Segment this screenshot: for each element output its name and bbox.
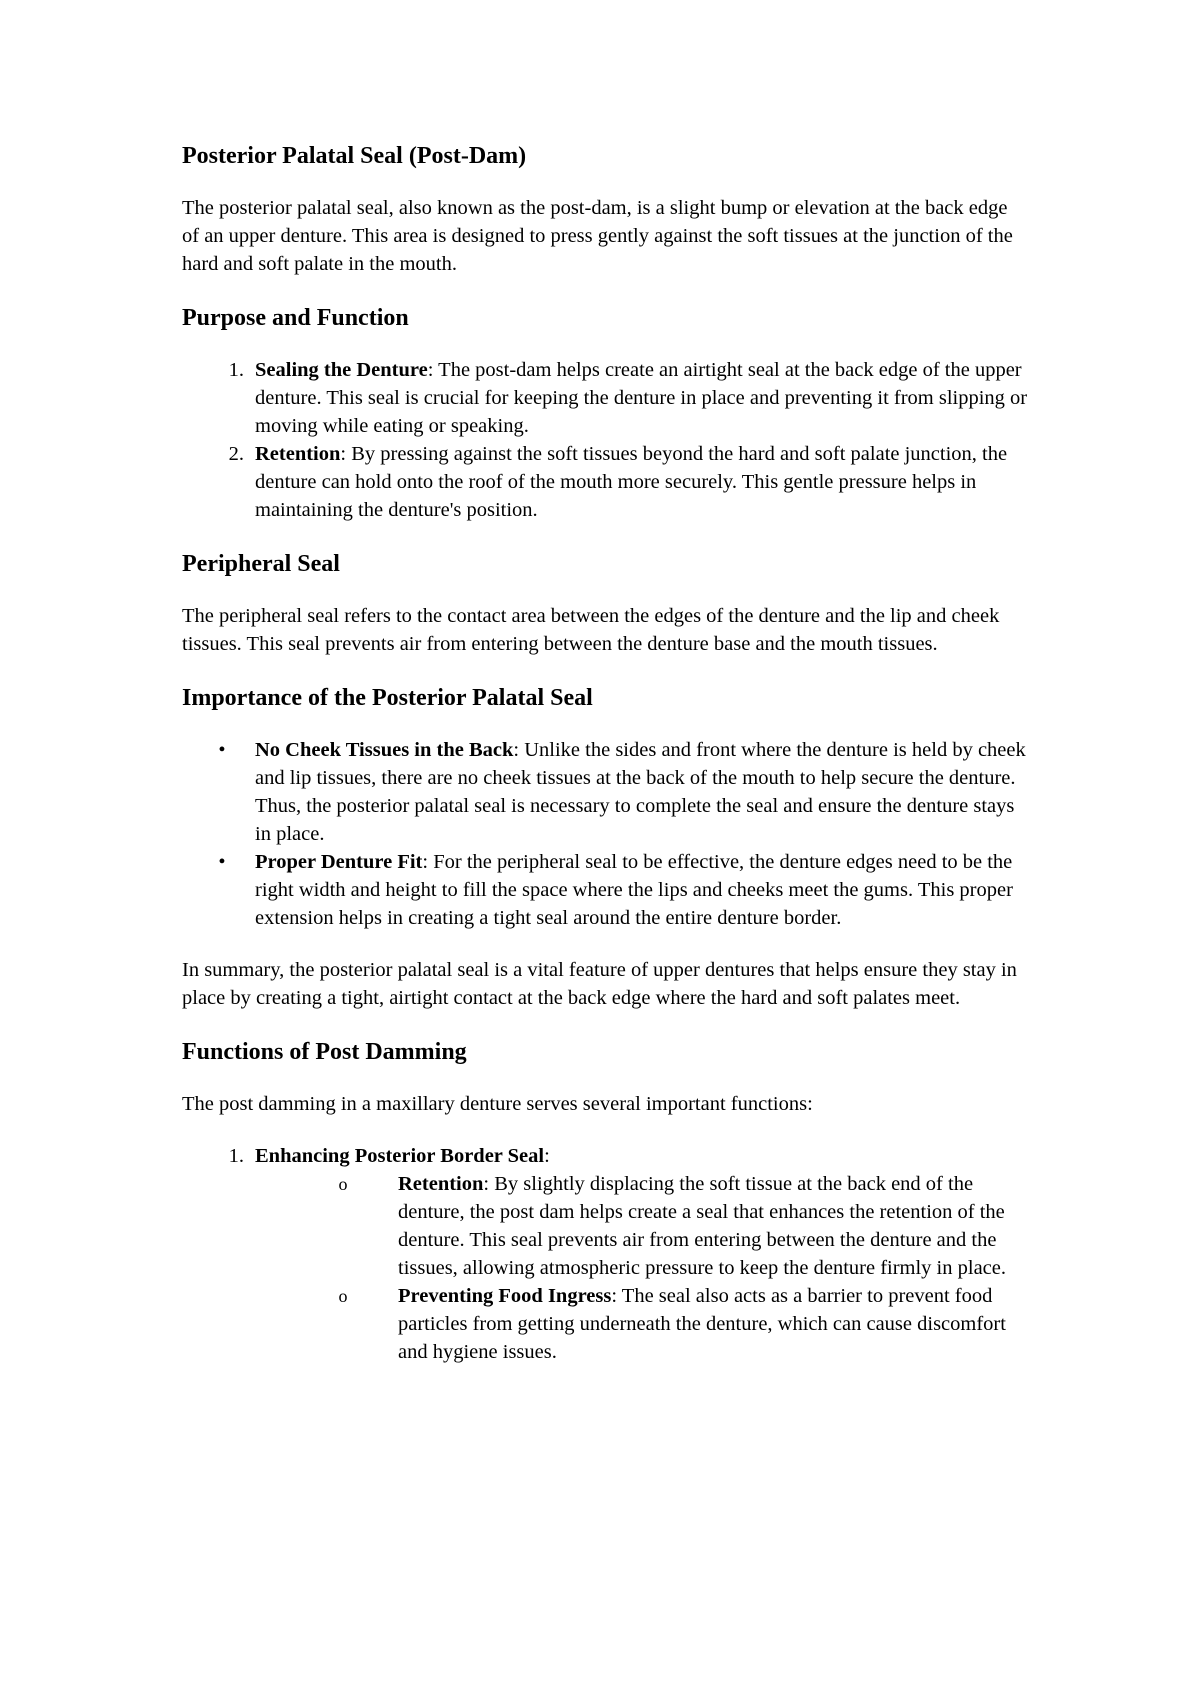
list-item (182, 1142, 1028, 1366)
sublist-item-text: : The seal also acts as a barrier to prevent food particles from getting underneath the denture, which can cause discomfort and hygiene issues. (398, 1285, 1006, 1363)
importance-list (182, 736, 1028, 932)
summary-paragraph: In summary, the posterior palatal seal is a vital feature of upper dentures that helps ensure they stay in place by creating a tight, airtight contact at the back edge where the hard and soft palates meet. (182, 959, 1017, 1009)
section-heading-peripheral: Peripheral Seal (182, 551, 340, 577)
list-marker: 1. (228, 1145, 244, 1167)
list-item (182, 356, 1028, 440)
sublist-item-text: : By slightly displacing the soft tissue at the back end of the denture, the post dam helps create a seal that enhances the retention of the denture. This seal prevents air from entering between the denture and the tissues, allowing atmospheric pressure to keep the denture firmly in place. (398, 1173, 1006, 1279)
list-marker: 1. (228, 359, 244, 381)
page-title: Posterior Palatal Seal (Post-Dam) (182, 143, 527, 169)
list-item-text: : (544, 1145, 550, 1167)
list-item-text: : For the peripheral seal to be effective, the denture edges need to be the right width and height to fill the space where the lips and cheeks meet the gums. This proper extension helps in creating a tight seal around the entire denture border. (255, 851, 1013, 929)
sublist-marker: o (338, 1286, 348, 1306)
sublist-item-term: Preventing Food Ingress (398, 1285, 612, 1307)
list-item-term: Proper Denture Fit (255, 851, 423, 873)
list-item (182, 736, 1028, 848)
list-item-text: : The post-dam helps create an airtight seal at the back edge of the upper denture. This seal is crucial for keeping the denture in place and preventing it from slipping or moving while eating or speaking. (255, 359, 1028, 437)
peripheral-paragraph: The peripheral seal refers to the contact area between the edges of the denture and the lip and cheek tissues. This seal prevents air from entering between the denture base and the mouth tissues. (182, 605, 1000, 655)
sublist-item (328, 1170, 1028, 1282)
document-page (182, 140, 1028, 1366)
list-item-term: Retention (255, 443, 341, 465)
intro-paragraph: The posterior palatal seal, also known as the post-dam, is a slight bump or elevation at the back edge of an upper denture. This area is designed to press gently against the soft tissues at the junction of the hard and soft palate in the mouth. (182, 197, 1013, 275)
list-item (182, 848, 1028, 932)
section-heading-purpose: Purpose and Function (182, 305, 409, 331)
list-item-term: Enhancing Posterior Border Seal (255, 1145, 545, 1167)
sublist-marker: o (338, 1174, 348, 1194)
list-marker: 2. (228, 443, 244, 465)
functions-sublist (328, 1170, 1028, 1366)
sublist-item-term: Retention (398, 1173, 484, 1195)
section-heading-functions: Functions of Post Damming (182, 1039, 467, 1065)
list-item-term: No Cheek Tissues in the Back (255, 739, 514, 761)
list-item-text: : Unlike the sides and front where the denture is held by cheek and lip tissues, there are no cheek tissues at the back of the mouth to help secure the denture. Thus, the posterior palatal seal is necessary to complete the seal and ensure the denture stays in place. (255, 739, 1026, 845)
functions-intro: The post damming in a maxillary denture serves several important functions: (182, 1093, 813, 1115)
list-item-text: : By pressing against the soft tissues beyond the hard and soft palate junction, the denture can hold onto the roof of the mouth more securely. This gentle pressure helps in maintaining the denture's position. (255, 443, 1008, 521)
section-heading-importance: Importance of the Posterior Palatal Seal (182, 685, 593, 711)
list-item-term: Sealing the Denture (255, 359, 428, 381)
purpose-list (182, 356, 1028, 524)
functions-list (182, 1142, 1028, 1366)
bullet-marker: • (218, 739, 226, 761)
bullet-marker: • (218, 851, 226, 873)
sublist-item (328, 1282, 1028, 1366)
list-item (182, 440, 1028, 524)
